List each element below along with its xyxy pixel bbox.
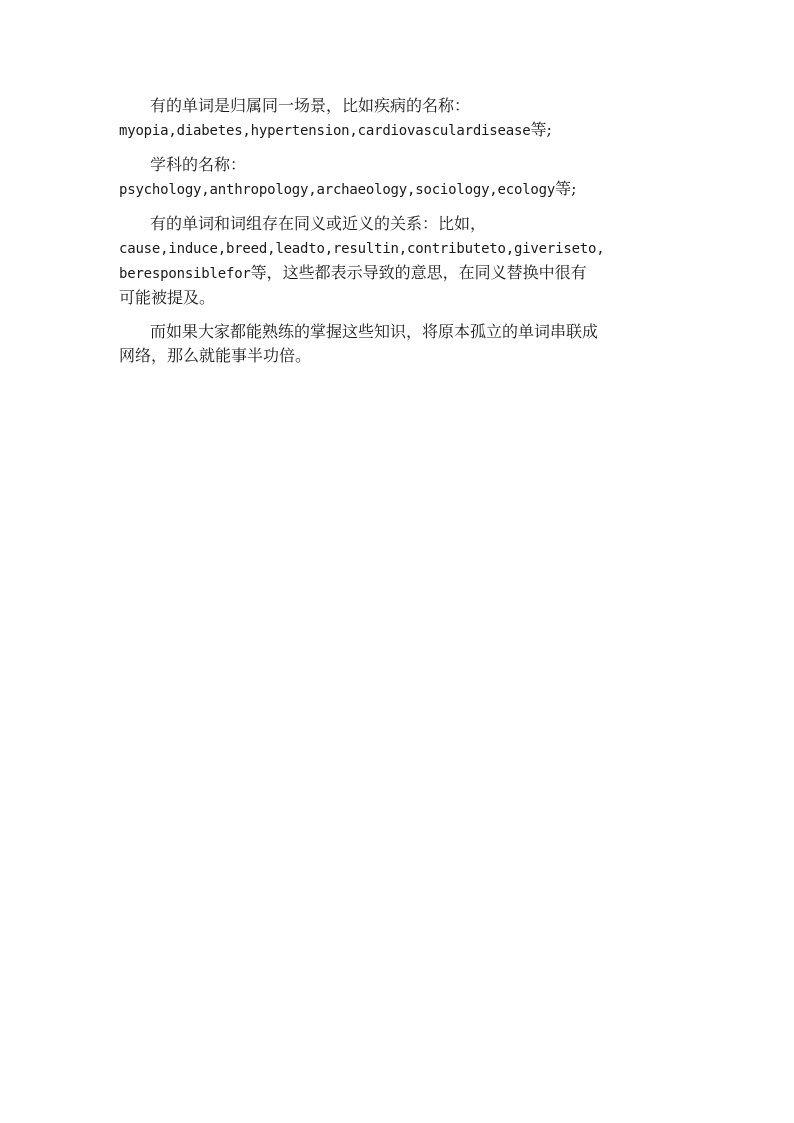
text-line (119, 236, 679, 261)
text-segment: cause,induce,breed,leadto,resultin,contributeto,giveriseto, (119, 241, 605, 257)
text-segment: 可能被提及。 (119, 288, 216, 307)
text-line (119, 153, 679, 177)
text-segment: 等; (555, 179, 577, 198)
text-segment: beresponsiblefor (119, 266, 251, 282)
text-line (119, 212, 679, 236)
paragraph-disease-names (119, 94, 679, 143)
document-body (119, 94, 679, 378)
text-line (119, 177, 679, 202)
paragraph-synonyms (119, 212, 679, 310)
text-segment: 有的单词是归属同一场景，比如疾病的名称： (150, 96, 471, 115)
text-segment: myopia,diabetes,hypertension,cardiovasculardisease (119, 123, 531, 139)
text-line (119, 286, 679, 310)
text-line (119, 261, 679, 286)
text-segment: 而如果大家都能熟练的掌握这些知识，将原本孤立的单词串联成 (150, 322, 599, 341)
text-segment: 网络，那么就能事半功倍。 (119, 346, 312, 365)
text-line (119, 94, 679, 118)
text-line (119, 320, 679, 344)
text-segment: psychology,anthropology,archaeology,sociology,ecology (119, 182, 556, 198)
text-segment: 等; (530, 120, 552, 139)
text-segment: 等，这些都表示导致的意思，在同义替换中很有 (250, 263, 587, 282)
text-line (119, 344, 679, 368)
text-line (119, 118, 679, 143)
paragraph-conclusion (119, 320, 679, 368)
text-segment: 学科的名称： (150, 155, 247, 174)
text-segment: 有的单词和词组存在同义或近义的关系：比如， (150, 214, 487, 233)
paragraph-subject-names (119, 153, 679, 202)
